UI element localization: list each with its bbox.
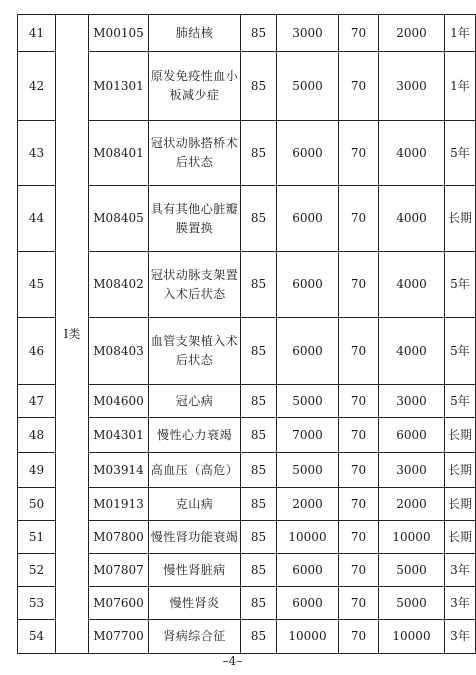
- value-col-c: 70: [339, 385, 379, 418]
- row-number: 53: [18, 587, 56, 620]
- disease-name: 具有其他心脏瓣膜置换: [149, 186, 241, 252]
- row-number: 44: [18, 186, 56, 252]
- value-col-d: 3000: [379, 52, 445, 121]
- period: 长期: [445, 453, 476, 488]
- value-col-b: 6000: [277, 186, 339, 252]
- table-row: [18, 15, 476, 52]
- disease-name: 慢性肾功能衰竭: [149, 521, 241, 554]
- disease-table: [17, 14, 476, 654]
- value-col-d: 3000: [379, 453, 445, 488]
- row-number: 49: [18, 453, 56, 488]
- value-col-c: 70: [339, 418, 379, 453]
- value-col-c: 70: [339, 620, 379, 654]
- value-col-d: 2000: [379, 15, 445, 52]
- value-col-c: 70: [339, 15, 379, 52]
- period: 长期: [445, 418, 476, 453]
- disease-name: 冠状动脉支架置入术后状态: [149, 252, 241, 318]
- value-col-a: 85: [241, 252, 277, 318]
- value-col-c: 70: [339, 521, 379, 554]
- disease-code: M04301: [89, 418, 149, 453]
- disease-name: 原发免疫性血小板减少症: [149, 52, 241, 121]
- period: 3年: [445, 587, 476, 620]
- value-col-c: 70: [339, 186, 379, 252]
- value-col-a: 85: [241, 52, 277, 121]
- row-number: 51: [18, 521, 56, 554]
- value-col-c: 70: [339, 587, 379, 620]
- row-number: 43: [18, 121, 56, 186]
- value-col-a: 85: [241, 121, 277, 186]
- value-col-a: 85: [241, 186, 277, 252]
- disease-name: 肺结核: [149, 15, 241, 52]
- value-col-c: 70: [339, 52, 379, 121]
- value-col-a: 85: [241, 418, 277, 453]
- period: 5年: [445, 385, 476, 418]
- value-col-a: 85: [241, 521, 277, 554]
- row-number: 45: [18, 252, 56, 318]
- period: 长期: [445, 186, 476, 252]
- value-col-d: 4000: [379, 252, 445, 318]
- value-col-b: 6000: [277, 121, 339, 186]
- value-col-d: 5000: [379, 587, 445, 620]
- value-col-a: 85: [241, 488, 277, 521]
- period: 3年: [445, 620, 476, 654]
- disease-name: 肾病综合征: [149, 620, 241, 654]
- period: 5年: [445, 318, 476, 385]
- disease-code: M01301: [89, 52, 149, 121]
- disease-name: 慢性肾炎: [149, 587, 241, 620]
- value-col-d: 5000: [379, 554, 445, 587]
- value-col-d: 4000: [379, 121, 445, 186]
- table-body: [18, 15, 476, 654]
- disease-code: M07600: [89, 587, 149, 620]
- row-number: 54: [18, 620, 56, 654]
- value-col-b: 7000: [277, 418, 339, 453]
- value-col-d: 4000: [379, 318, 445, 385]
- value-col-a: 85: [241, 318, 277, 385]
- value-col-b: 5000: [277, 52, 339, 121]
- value-col-b: 6000: [277, 587, 339, 620]
- row-number: 47: [18, 385, 56, 418]
- value-col-b: 6000: [277, 554, 339, 587]
- value-col-c: 70: [339, 453, 379, 488]
- row-number: 46: [18, 318, 56, 385]
- category-cell: I类: [56, 15, 89, 654]
- value-col-a: 85: [241, 385, 277, 418]
- disease-code: M08401: [89, 121, 149, 186]
- disease-name: 冠心病: [149, 385, 241, 418]
- disease-name: 慢性心力衰竭: [149, 418, 241, 453]
- period: 3年: [445, 554, 476, 587]
- row-number: 50: [18, 488, 56, 521]
- value-col-c: 70: [339, 318, 379, 385]
- disease-code: M04600: [89, 385, 149, 418]
- value-col-d: 6000: [379, 418, 445, 453]
- disease-name: 高血压（高危）: [149, 453, 241, 488]
- row-number: 41: [18, 15, 56, 52]
- value-col-a: 85: [241, 554, 277, 587]
- disease-code: M00105: [89, 15, 149, 52]
- value-col-c: 70: [339, 121, 379, 186]
- period: 5年: [445, 121, 476, 186]
- page-number: –4–: [222, 654, 243, 668]
- row-number: 42: [18, 52, 56, 121]
- value-col-c: 70: [339, 488, 379, 521]
- value-col-c: 70: [339, 554, 379, 587]
- disease-code: M08402: [89, 252, 149, 318]
- value-col-d: 3000: [379, 385, 445, 418]
- period: 1年: [445, 52, 476, 121]
- value-col-b: 6000: [277, 318, 339, 385]
- row-number: 52: [18, 554, 56, 587]
- value-col-b: 6000: [277, 252, 339, 318]
- value-col-d: 2000: [379, 488, 445, 521]
- value-col-b: 3000: [277, 15, 339, 52]
- value-col-b: 10000: [277, 521, 339, 554]
- row-number: 48: [18, 418, 56, 453]
- value-col-d: 10000: [379, 521, 445, 554]
- value-col-a: 85: [241, 587, 277, 620]
- disease-name: 冠状动脉搭桥术后状态: [149, 121, 241, 186]
- value-col-c: 70: [339, 252, 379, 318]
- value-col-b: 5000: [277, 385, 339, 418]
- value-col-a: 85: [241, 620, 277, 654]
- value-col-a: 85: [241, 15, 277, 52]
- disease-code: M01913: [89, 488, 149, 521]
- disease-code: M03914: [89, 453, 149, 488]
- disease-code: M07700: [89, 620, 149, 654]
- value-col-a: 85: [241, 453, 277, 488]
- disease-name: 克山病: [149, 488, 241, 521]
- disease-code: M07807: [89, 554, 149, 587]
- disease-name: 慢性肾脏病: [149, 554, 241, 587]
- period: 5年: [445, 252, 476, 318]
- disease-code: M08405: [89, 186, 149, 252]
- value-col-d: 10000: [379, 620, 445, 654]
- value-col-b: 10000: [277, 620, 339, 654]
- value-col-d: 4000: [379, 186, 445, 252]
- period: 长期: [445, 521, 476, 554]
- disease-code: M08403: [89, 318, 149, 385]
- period: 长期: [445, 488, 476, 521]
- disease-code: M07800: [89, 521, 149, 554]
- disease-name: 血管支架植入术后状态: [149, 318, 241, 385]
- period: 1年: [445, 15, 476, 52]
- value-col-b: 5000: [277, 453, 339, 488]
- value-col-b: 2000: [277, 488, 339, 521]
